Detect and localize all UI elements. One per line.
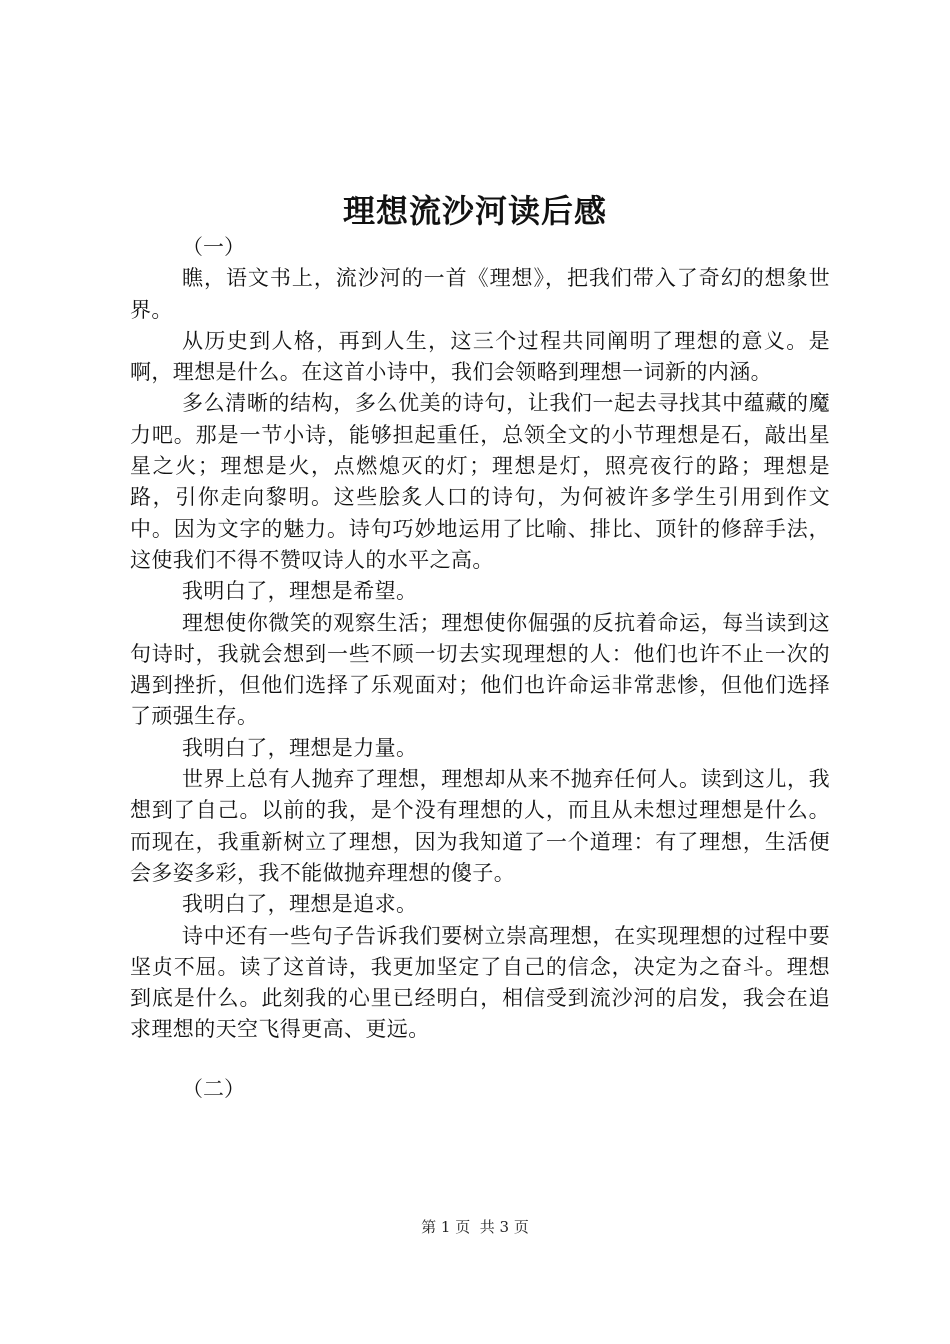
page-footer <box>0 1216 950 1237</box>
paragraph: 从历史到人格，再到人生，这三个过程共同阐明了理想的意义。是啊，理想是什么。在这首小诗中，我们会领略到理想一词新的内涵。 <box>130 328 830 385</box>
paragraph: 我明白了，理想是力量。 <box>182 735 418 760</box>
document-title: 理想流沙河读后感 <box>342 192 607 230</box>
paragraph: 我明白了，理想是希望。 <box>182 579 418 604</box>
page-number-label: 第 1 页 共 3 页 <box>421 1218 529 1236</box>
paragraph: 理想使你微笑的观察生活；理想使你倔强的反抗着命运，每当读到这句诗时，我就会想到一些不顾一切去实现理想的人：他们也许不止一次的遇到挫折，但他们选择了乐观面对；他们也许命运非常悲惨，但他们选择了顽强生存。 <box>130 610 830 729</box>
paragraph: 多么清晰的结构，多么优美的诗句，让我们一起去寻找其中蕴藏的魔力吧。那是一节小诗，能够担起重任，总领全文的小节理想是石，敲出星星之火；理想是火，点燃熄灭的灯；理想是灯，照亮夜行的路；理想是路，引你走向黎明。这些脍炙人口的诗句，为何被许多学生引用到作文中。因为文字的魅力。诗句巧妙地运用了比喻、排比、顶针的修辞手法，这使我们不得不赞叹诗人的水平之高。 <box>130 391 830 572</box>
paragraph: 瞧，语文书上，流沙河的一首《理想》，把我们带入了奇幻的想象世界。 <box>130 266 830 322</box>
paragraph: 世界上总有人抛弃了理想，理想却从来不抛弃任何人。读到这儿，我想到了自己。以前的我，是个没有理想的人，而且从未想过理想是什么。而现在，我重新树立了理想，因为我知道了一个道理：有了理想，生活便会多姿多彩，我不能做抛弃理想的傻子。 <box>130 767 830 885</box>
section-one-heading: （一） <box>182 235 245 259</box>
section-two-heading: （二） <box>182 1076 245 1101</box>
paragraph: 我明白了，理想是追求。 <box>182 892 418 917</box>
document-body <box>130 232 830 1105</box>
paragraph: 诗中还有一些句子告诉我们要树立崇高理想，在实现理想的过程中要坚贞不屈。读了这首诗，我更加坚定了自己的信念，决定为之奋斗。理想到底是什么。此刻我的心里已经明白，相信受到流沙河的启发，我会在追求理想的天空飞得更高、更远。 <box>130 923 830 1042</box>
